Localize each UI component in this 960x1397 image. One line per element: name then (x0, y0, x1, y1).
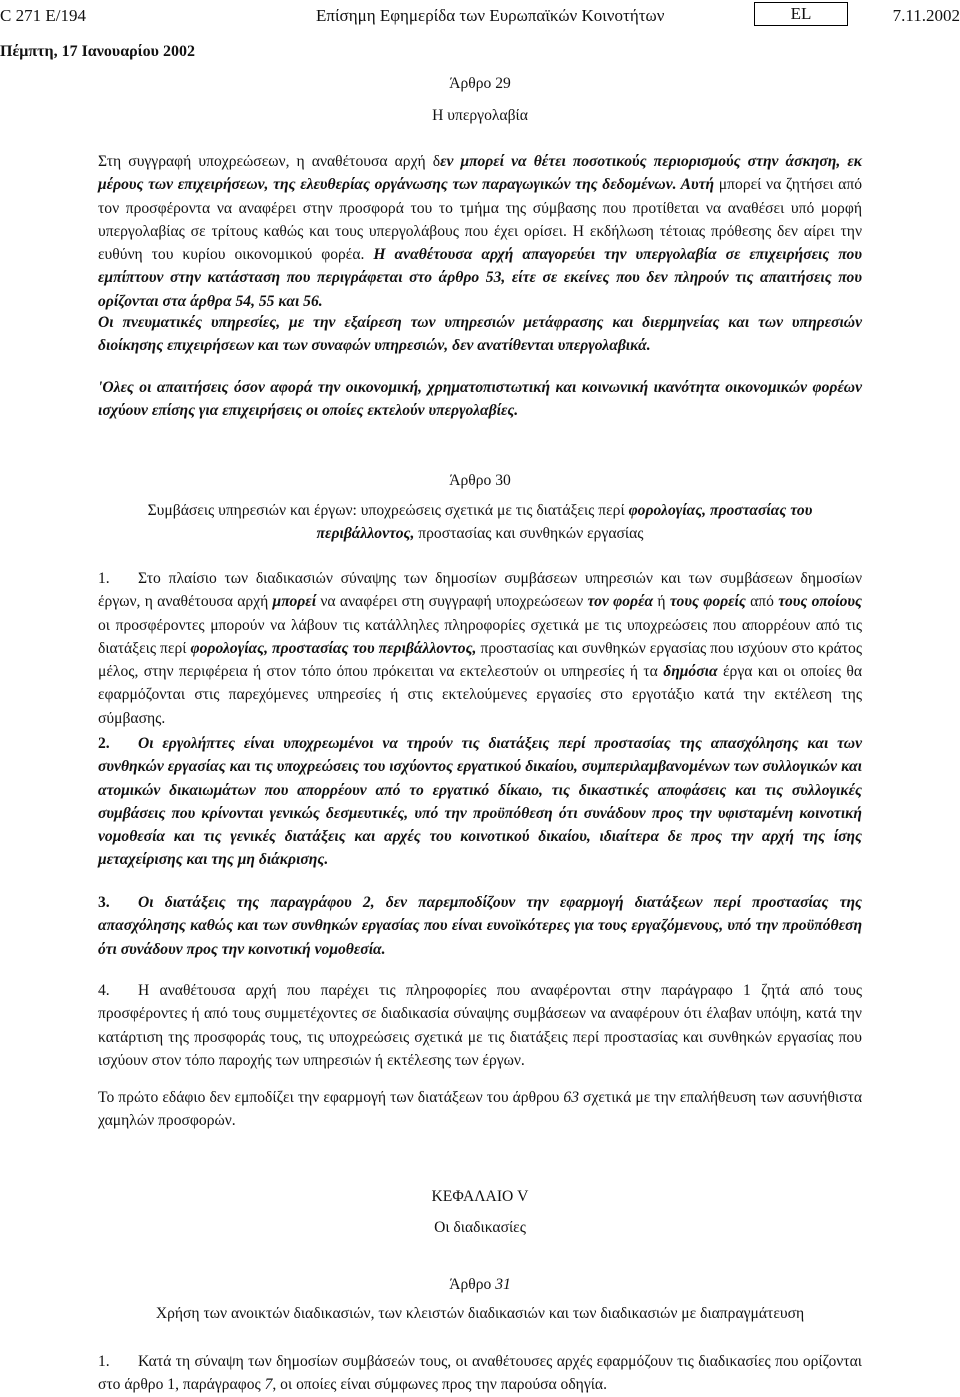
paragraph-number: 1. (98, 570, 110, 587)
article-31-title (98, 1273, 862, 1296)
text-span-bold-italic: Οι διατάξεις της παραγράφου 2, δεν παρεμποδίζουν την εφαρμογή διατάξεων περί προστασίας της απασχόλησης καθώς και των συνθηκών εργασίας που είναι ευνοϊκότερες για τους εργαζόμενους, υπό την προϋπόθεση ότι συνάδουν προς την κοινοτική νομοθεσία. (98, 894, 862, 958)
article-29-title: Άρθρο 29 (449, 75, 511, 92)
text-span-bold-italic: Οι πνευματικές υπηρεσίες, με την εξαίρεση των υπηρεσιών μετάφρασης και διερμηνείας και των υπηρεσιών διοίκησης επιχειρήσεων και των συναφών υπηρεσιών, δεν ανατίθενται υπεργολαβικά. (98, 314, 862, 355)
text-span-bold-italic: εν μπορεί να θέτει ποσοτικούς περιορισμούς στην άσκηση, εκ μέρους των επιχειρήσεων, της ελευθερίας οργάνωσης των παραγωγικών της δεδομένων. Αυτή (98, 153, 862, 194)
text-span-italic: 63 (563, 1089, 579, 1106)
text-span-bold-italic: Η αναθέτουσα αρχή απαγορεύει την υπεργολαβία σε επιχειρήσεις που εμπίπτουν στην κατάσταση που περιγράφεται στο άρθρο 53, είτε σε εκείνες που δεν πληρούν τις απαιτήσεις που ορίζονται στα άρθρα 54, 55 και 56. (98, 246, 862, 310)
chapter-5-subtitle: Οι διαδικασίες (434, 1219, 526, 1236)
text-span: μπορεί να ζητήσει από τον προσφέροντα να αναφέρει στην προσφορά του το τμήμα της σύμβασης που προτίθεται να αναθέσει υπό μορφή υπεργολαβίας σε τρίτους καθώς και τους υπεργολάβους που έχει ορίσει. Η εκδήλωση τέτοιας πρόθεσης δεν αίρει την ευθύνη του κυρίου οικονομικού φορέα. (98, 176, 862, 264)
article-30-paragraph-3 (98, 891, 862, 961)
header-date: 7.11.2002 (892, 6, 960, 25)
text-span-bold-italic: μπορεί (272, 593, 317, 611)
text-span: προστασίας και συνθηκών εργασίας που ισχύουν στο κράτος μέλος, στην περιφέρεια ή στον τόπο όπου πρόκειται να εκτελεστούν οι υπηρεσίες ή τα (98, 639, 863, 681)
text-span-bold-italic: τους φορείς (669, 593, 746, 611)
text-span-bold-italic: δημόσια (663, 663, 718, 681)
article-29-paragraph-1 (98, 150, 862, 313)
journal-title: Επίσημη Εφημερίδα των Ευρωπαϊκών Κοινοτήτων (316, 6, 665, 25)
text-span: έργα και οι οποίες θα εφαρμόζονται στις παρεχόμενες υπηρεσίες ή στις εκτελούμενες εργασίες στο εργοτάξιο κατά την εκτέλεση της σύμβασης. (98, 663, 862, 727)
article-29-paragraph-3 (98, 376, 862, 423)
text-span: , οι οποίες είναι σύμφωνες προς την παρούσα οδηγία. (272, 1376, 607, 1394)
paragraph-number: 1. (98, 1353, 110, 1370)
article-30-paragraph-4 (98, 979, 862, 1072)
page-header (0, 2, 960, 28)
text-span: Συμβάσεις υπηρεσιών και έργων: υποχρεώσεις σχετικά με τις διατάξεις περί (147, 502, 629, 519)
text-span-bold-italic: τους οποίους (778, 593, 862, 611)
page-reference: C 271 E/194 (0, 6, 86, 25)
language-box: EL (754, 2, 848, 26)
text-span: Το πρώτο εδάφιο δεν εμποδίζει την εφαρμογή των διατάξεων του άρθρου (98, 1089, 564, 1106)
text-span-bold-italic: 'Ολες οι απαιτήσεις όσον αφορά την οικονομική, χρηματοπιστωτική και κοινωνική ικανότητα οικονομικών φορέων ισχύουν επίσης για επιχειρήσεις οι οποίες εκτελούν υπεργολαβίες. (98, 379, 862, 420)
text-span-italic: 31 (495, 1276, 511, 1293)
article-31-subtitle: Χρήση των ανοικτών διαδικασιών, των κλειστών διαδικασιών και των διαδικασιών με διαπραγμάτευση (155, 1305, 805, 1322)
text-span: σχετικά με την επαλήθευση των ασυνήθιστα χαμηλών προσφορών. (98, 1089, 863, 1130)
paragraph-number: 4. (98, 982, 110, 999)
text-span: ή (653, 593, 670, 611)
article-30-paragraph-5 (98, 1086, 862, 1133)
session-date: Πέμπτη, 17 Ιανουαρίου 2002 (0, 43, 195, 60)
text-span: Στο πλαίσιο των διαδικασιών σύναψης των δημοσίων συμβάσεων υπηρεσιών και των συμβάσεων δημοσίων έργων, η αναθέτουσα αρχή (98, 570, 862, 611)
paragraph-number: 3. (98, 894, 110, 911)
text-span: από (745, 593, 779, 611)
text-span: Στη συγγραφή υποχρεώσεων, η αναθέτουσα αρχή δ (98, 153, 441, 170)
text-span: Άρθρο (449, 1276, 496, 1293)
article-30-title: Άρθρο 30 (449, 472, 511, 489)
article-30-paragraph-1 (98, 567, 862, 730)
text-span: να αναφέρει στη συγγραφή υποχρεώσεων (316, 593, 588, 611)
article-29-paragraph-2 (98, 311, 862, 358)
text-span: προστασίας και συνθηκών εργασίας (414, 525, 644, 543)
article-30-subtitle (98, 499, 862, 546)
text-span-bold-italic: τον φορέα (587, 593, 654, 611)
text-span-bold-italic: φορολογίας, προστασίας του περιβάλλοντος, (190, 639, 477, 657)
text-span-italic: 7 (264, 1376, 273, 1394)
text-span: Η αναθέτουσα αρχή που παρέχει τις πληροφορίες που αναφέρονται στην παράγραφο 1 ζητά από τους προσφέροντες ή από τους συμμετέχοντες σε διαδικασία σύναψης συμβάσεων να αναφέρουν ότι έλαβαν υπόψη, κατά την κατάρτιση της προσφοράς τους, τις υποχρεώσεις σχετικά με τις διατάξεις περί προστασίας και συνθηκών εργασίας που ισχύουν στον τόπο παροχής των υπηρεσιών ή εκτέλεσης των έργων. (98, 982, 862, 1069)
text-span-bold-italic: φορολογίας, προστασίας του περιβάλλοντος, (316, 502, 813, 543)
text-span-bold-italic: Οι εργολήπτες είναι υποχρεωμένοι να τηρούν τις διατάξεις περί προστασίας της απασχόλησης και των συνθηκών εργασίας και τις υποχρεώσεις του ισχύοντος εργατικού δικαίου, συμπεριλαμβανομένων των συλλογικών και ατομικών δικαιωμάτων που απορρέουν από το εργατικό δίκαιο, τις δικαστικές αποφάσεις και τις συλλογικές συμβάσεις που κρίνονται γενικώς δεσμευτικές, υπό την προϋπόθεση ότι συνάδουν προς την υφισταμένη κοινοτική νομοθεσία και τις γενικές διατάξεις και αρχές του κοινοτικού δικαίου, ιδιαίτερα δε προς την αρχή της ίσης μεταχείρισης και της μη διάκρισης. (98, 735, 862, 869)
article-29-subtitle: Η υπεργολαβία (432, 107, 528, 124)
article-30-paragraph-2 (98, 732, 862, 872)
text-span: Κατά τη σύναψη των δημοσίων συμβάσεών τους, οι αναθέτουσες αρχές εφαρμόζουν τις διαδικασίες που ορίζονται στο άρθρο 1, παράγραφος (98, 1353, 862, 1394)
chapter-5-title: ΚΕΦΑΛΑΙΟ V (431, 1188, 529, 1205)
paragraph-number: 2. (98, 735, 110, 752)
text-span: οι προσφέροντες μπορούν να λάβουν τις κατάλληλες πληροφορίες σχετικά με τις υποχρεώσεις που απορρέουν από τις διατάξεις περί (98, 616, 862, 657)
